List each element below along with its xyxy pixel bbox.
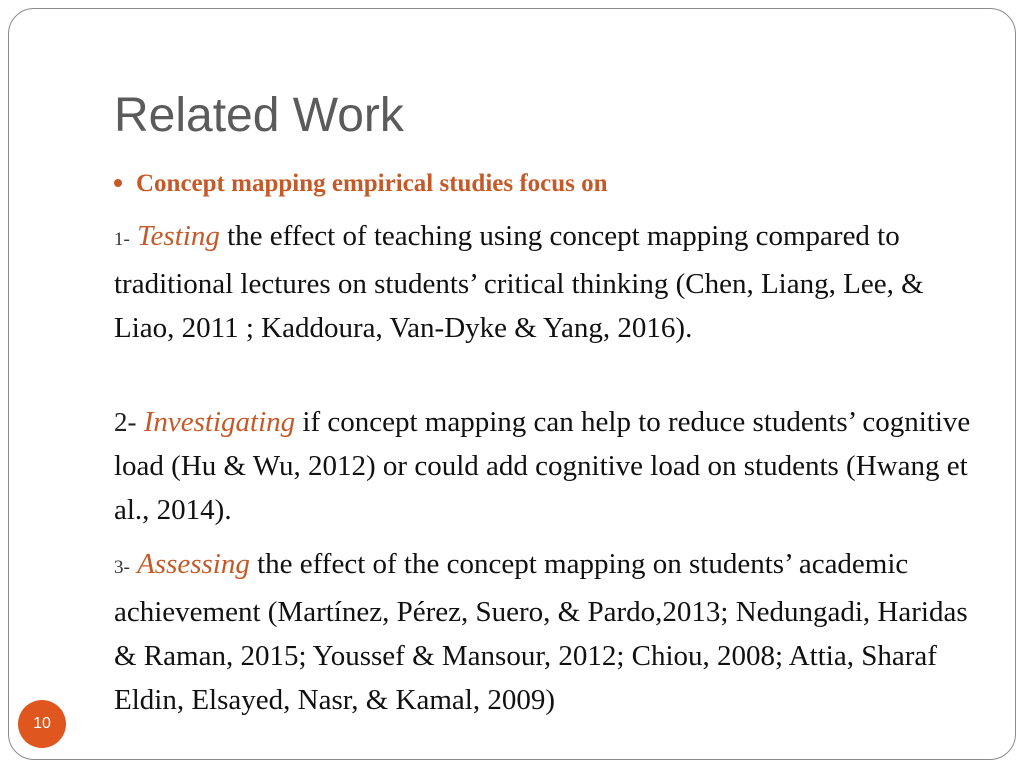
item-3 [114, 542, 974, 722]
bullet-heading-text: Concept mapping empirical studies focus on [136, 170, 608, 197]
item-3-text: the effect of the concept mapping on students’ academic achievement (Martínez, Pérez, Suero, & Pardo,2013; Nedungadi, Haridas & Raman, 2015; Youssef & Mansour, 2012; Chiou, 2008; Attia, Sharaf Eldin, Elsayed, Nasr, & Kamal, 2009) [114, 548, 968, 716]
item-2-text: if concept mapping can help to reduce students’ cognitive load (Hu & Wu, 2012) or could add cognitive load on students (Hwang et al., 2014). [114, 406, 971, 526]
bullet-dot-icon [114, 179, 122, 187]
item-3-keyword: Assessing [137, 548, 250, 580]
slide-title: Related Work [114, 89, 404, 142]
bullet-heading [114, 170, 608, 198]
page-number-badge: 10 [18, 700, 66, 748]
item-2 [114, 400, 974, 532]
item-3-number: 3- [114, 557, 130, 578]
item-2-keyword: Investigating [143, 406, 296, 438]
item-1-keyword: Testing [137, 220, 220, 252]
item-1-number: 1- [114, 229, 130, 250]
item-1 [114, 214, 974, 350]
item-2-number: 2- [114, 407, 137, 437]
item-1-text: the effect of teaching using concept mapping compared to traditional lectures on students’ critical thinking (Chen, Liang, Lee, & Liao, 2011 ; Kaddoura, Van-Dyke & Yang, 2016). [114, 220, 924, 344]
